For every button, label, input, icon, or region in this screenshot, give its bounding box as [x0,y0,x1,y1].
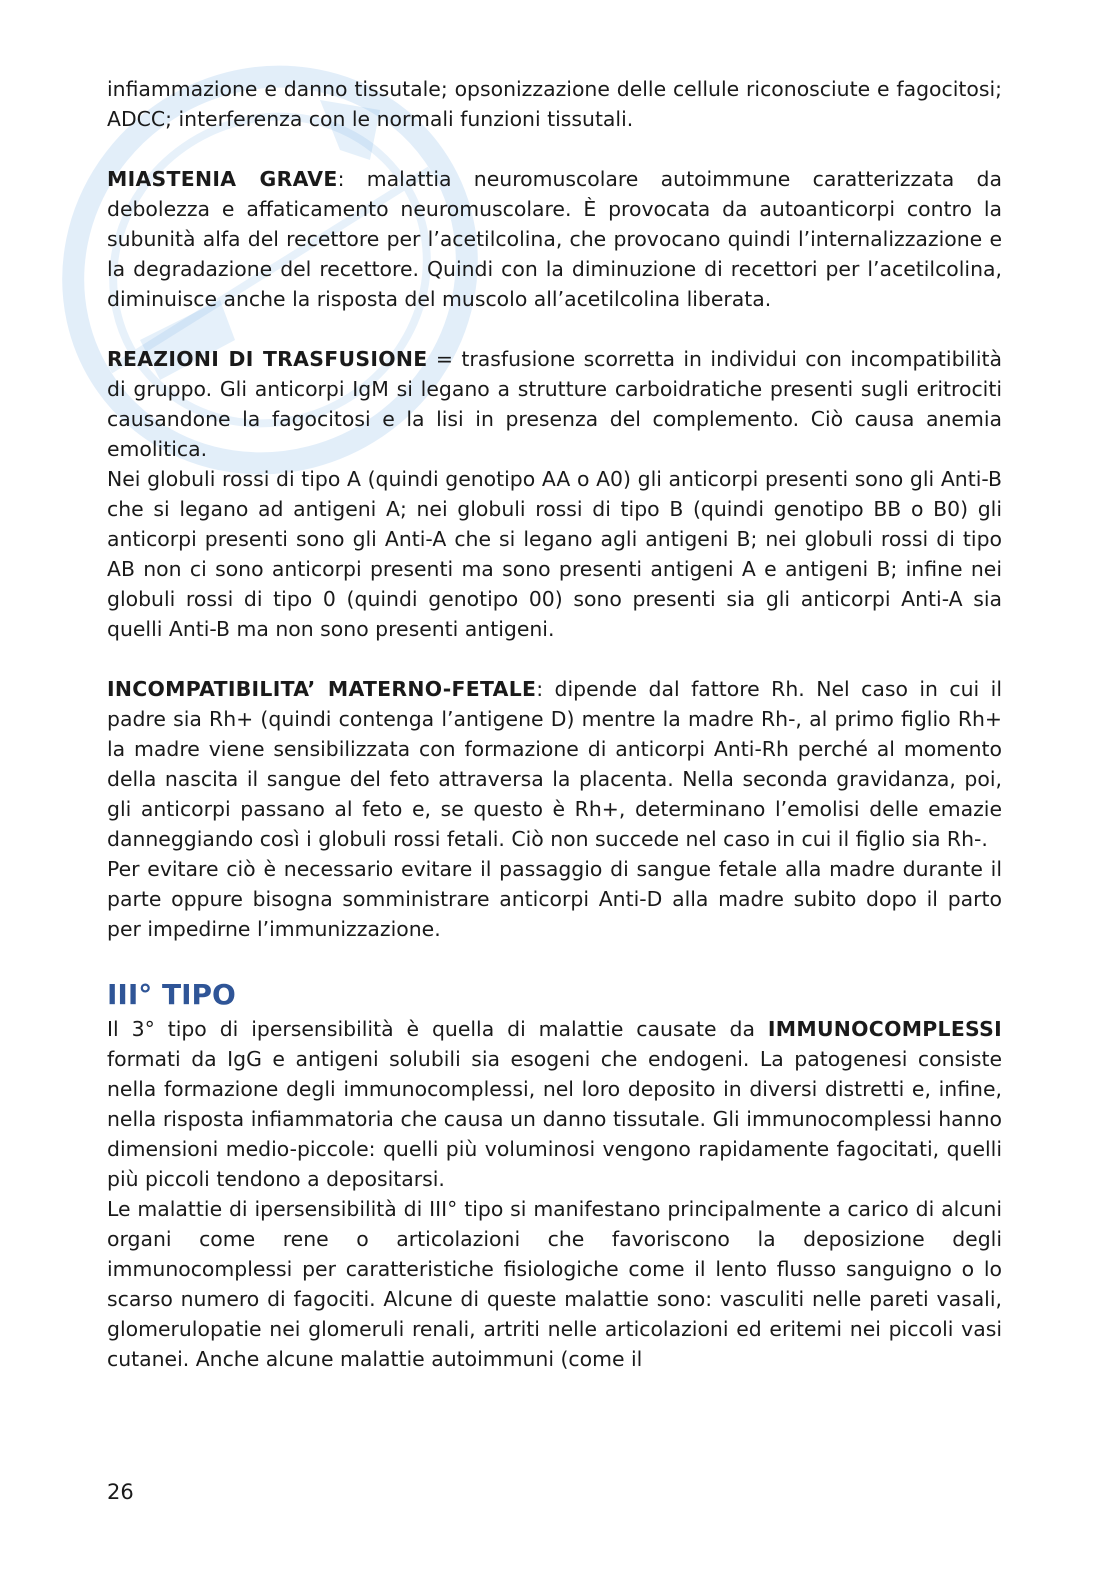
term-immunocomplessi: IMMUNOCOMPLESSI [767,1017,1002,1041]
paragraph: infiammazione e danno tissutale; opsonizzazione delle cellule riconosciute e fagocitosi; ADCC; interferenza con le normali funzioni tissutali. [107,77,1002,131]
paragraph-text: formati da IgG e antigeni solubili sia esogeni che endogeni. La patogenesi consiste nella formazione degli immunocomplessi, nel loro deposito in diversi distretti e, infine, nella risposta infiammatoria che causa un danno tissutale. Gli immunocomplessi hanno dimensioni medio-piccole: quelli più voluminosi vengono rapidamente fagocitati, quelli più piccoli tendono a depositarsi. [107,1047,1002,1191]
paragraph-text: : malattia neuromuscolare autoimmune caratterizzata da debolezza e affaticamento neuromuscolare. È provocata da autoanticorpi contro la subunità alfa del recettore per l’acetilcolina, che provocano quindi l’internalizzazione e la degradazione del recettore. Quindi con la diminuzione di recettori per l’acetilcolina, diminuisce anche la risposta del muscolo all’acetilcolina liberata. [107,167,1002,311]
page-number: 26 [107,1480,134,1504]
term-incompatibilita-materno-fetale: INCOMPATIBILITA’ MATERNO-FETALE [107,677,537,701]
paragraph-text: = trasfusione scorretta in individui con incompatibilità di gruppo. Gli anticorpi IgM si legano a strutture carboidratiche presenti sugli eritrociti causandone la fagocitosi e la lisi in presenza del complemento. Ciò causa anemia emolitica. [107,347,1002,461]
paragraph: Le malattie di ipersensibilità di III° tipo si manifestano principalmente a carico di alcuni organi come rene o articolazioni che favoriscono la deposizione degli immunocomplessi per caratteristiche fisiologiche come il lento flusso sanguigno o lo scarso numero di fagociti. Alcune di queste malattie sono: vasculiti nelle pareti vasali, glomerulopatie nei glomeruli renali, artriti nelle articolazioni ed eritemi nei piccoli vasi cutanei. Anche alcune malattie autoimmuni (come il [107,1197,1002,1371]
term-reazioni-trasfusione: REAZIONI DI TRASFUSIONE [107,347,428,371]
document-body [107,74,1002,1374]
paragraph-text: : dipende dal fattore Rh. Nel caso in cui il padre sia Rh+ (quindi contenga l’antigene D) mentre la madre Rh-, al primo figlio Rh+ la madre viene sensibilizzata con formazione di anticorpi Anti-Rh perché al momento della nascita il sangue del feto attraversa la placenta. Nella seconda gravidanza, poi, gli anticorpi passano al feto e, se questo è Rh+, determinano l’emolisi delle emazie danneggiando così i globuli rossi fetali. Ciò non succede nel caso in cui il figlio sia Rh-. [107,677,1003,851]
paragraph-reazioni-trasfusione [107,344,1002,464]
section-heading: III° TIPO [107,978,236,1011]
paragraph-incompatibilita-materno-fetale [107,674,1002,854]
paragraph-text: Il 3° tipo di ipersensibilità è quella di malattie causate da [107,1017,768,1041]
paragraph: Nei globuli rossi di tipo A (quindi genotipo AA o A0) gli anticorpi presenti sono gli Anti-B che si legano ad antigeni A; nei globuli rossi di tipo B (quindi genotipo BB o B0) gli anticorpi presenti sono gli Anti-A che si legano agli antigeni B; nei globuli rossi di tipo AB non ci sono anticorpi presenti ma sono presenti antigeni A e antigeni B; infine nei globuli rossi di tipo 0 (quindi genotipo 00) sono presenti sia gli anticorpi Anti-A sia quelli Anti-B ma non sono presenti antigeni. [107,467,1002,641]
paragraph: Per evitare ciò è necessario evitare il passaggio di sangue fetale alla madre durante il parte oppure bisogna somministrare anticorpi Anti-D alla madre subito dopo il parto per impedirne l’immunizzazione. [107,857,1002,941]
term-miastenia-grave: MIASTENIA GRAVE [107,167,338,191]
paragraph-miastenia-grave [107,164,1002,314]
paragraph-immunocomplessi [107,1014,1002,1194]
